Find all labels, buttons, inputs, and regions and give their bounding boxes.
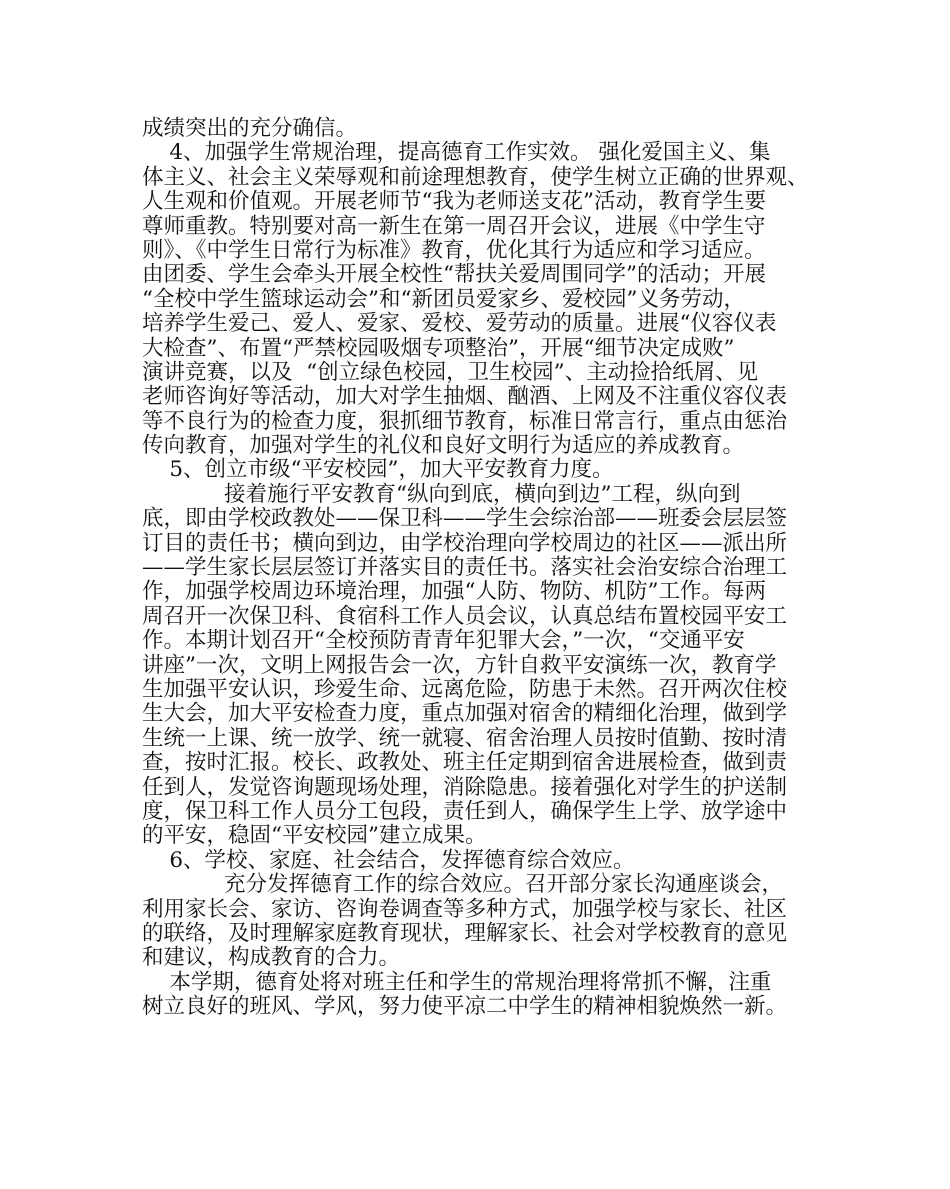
text-line: 演讲竞赛，以及 “创立绿色校园，卫生校园”、主动捡拾纸屑、见: [142, 359, 759, 385]
text-line: 作。本期计划召开“全校预防青青年犯罪大会，”一次，“交通平安: [142, 628, 745, 654]
text-line: 的联络，及时理解家庭教育现状，理解家长、社会对学校教育的意见: [142, 920, 788, 946]
text-line: 人生观和价值观。开展老师节“我为老师送支花”活动，教育学生要: [142, 189, 766, 215]
text-line: 和建议，构成教育的合力。: [142, 945, 401, 971]
text-line: 生大会，加大平安检查力度，重点加强对宿舍的精细化治理，做到学: [142, 701, 788, 727]
text-line: 生统一上课、统一放学、统一就寝、宿舍治理人员按时值勤、按时清: [142, 725, 788, 751]
text-line: 生加强平安认识，珍爱生命、远离危险，防患于未然。召开两次住校: [142, 676, 788, 702]
text-line: 则》、《中学生日常行为标准》教育，优化其行为适应和学习适应。: [142, 237, 766, 263]
text-line: 任到人，发觉咨询题现场处理，消除隐患。接着强化对学生的护送制: [142, 774, 788, 800]
text-line: 大检查”、布置“严禁校园吸烟专项整治”，开展“细节决定成败”: [142, 335, 735, 361]
text-line: 周召开一次保卫科、食宿科工作人员会议，认真总结布置校园平安工: [142, 603, 788, 629]
text-line: 底，即由学校政教处——保卫科——学生会综治部——班委会层层签: [142, 506, 788, 532]
text-line: 作，加强学校周边环境治理，加强“人防、物防、机防”工作。每两: [142, 579, 766, 605]
text-line: 老师咨询好等活动，加大对学生抽烟、酗酒、上网及不注重仪容仪表: [142, 384, 788, 410]
text-line: 传向教育，加强对学生的礼仪和良好文明行为适应的养成教育。: [142, 433, 745, 459]
text-line: ——学生家长层层签订并落实目的责任书。落实社会治安综合治理工: [142, 555, 788, 581]
text-line: 充分发挥德育工作的综合效应。召开部分家长沟通座谈会，: [142, 872, 784, 898]
text-line: 培养学生爱己、爱人、爱家、爱校、爱劳动的质量。进展“仪容仪表: [142, 311, 777, 337]
text-line: 5、创立市级“平安校园”，加大平安教育力度。: [142, 457, 614, 483]
text-line: 订目的责任书；横向到边，由学校治理向学校周边的社区——派出所: [142, 530, 788, 556]
text-line: 树立良好的班风、学风，努力使平凉二中学生的精神相貌焕然一新。: [142, 994, 788, 1020]
text-line: 利用家长会、家访、咨询卷调查等多种方式，加强学校与家长、社区: [142, 896, 788, 922]
text-line: 度，保卫科工作人员分工包段，责任到人，确保学生上学、放学途中: [142, 798, 788, 824]
document-body: [142, 117, 832, 1019]
text-line: 6、学校、家庭、社会结合，发挥德育综合效应。: [142, 847, 635, 873]
text-line: “全校中学生篮球运动会”和“新团员爱家乡、爱校园”义务劳动，: [142, 286, 745, 312]
text-line: 接着施行平安教育“纵向到底，横向到边”工程，纵向到: [142, 481, 741, 507]
text-line: 成绩突出的充分确信。: [142, 116, 358, 141]
text-line: 尊师重教。特别要对高一新生在第一周召开会议，进展《中学生守: [142, 213, 766, 239]
text-line: 由团委、学生会牵头开展全校性“帮扶关爱周围同学”的活动；开展: [142, 262, 766, 288]
text-line: 本学期，德育处将对班主任和学生的常规治理将常抓不懈，注重: [142, 969, 772, 995]
text-line: 体主义、社会主义荣辱观和前途理想教育，使学生树立正确的世界观、: [142, 164, 809, 190]
text-line: 等不良行为的检查力度，狠抓细节教育，标准日常言行，重点由惩治: [142, 408, 788, 434]
text-line: 的平安，稳固“平安校园”建立成果。: [142, 823, 487, 849]
text-line: 查，按时汇报。校长、政教处、班主任定期到宿舍进展检查，做到责: [142, 750, 788, 776]
text-line: 4、加强学生常规治理，提高德育工作实效。 强化爱国主义、集: [142, 140, 771, 166]
text-line: 讲座”一次，文明上网报告会一次，方针自救平安演练一次，教育学: [142, 652, 777, 678]
